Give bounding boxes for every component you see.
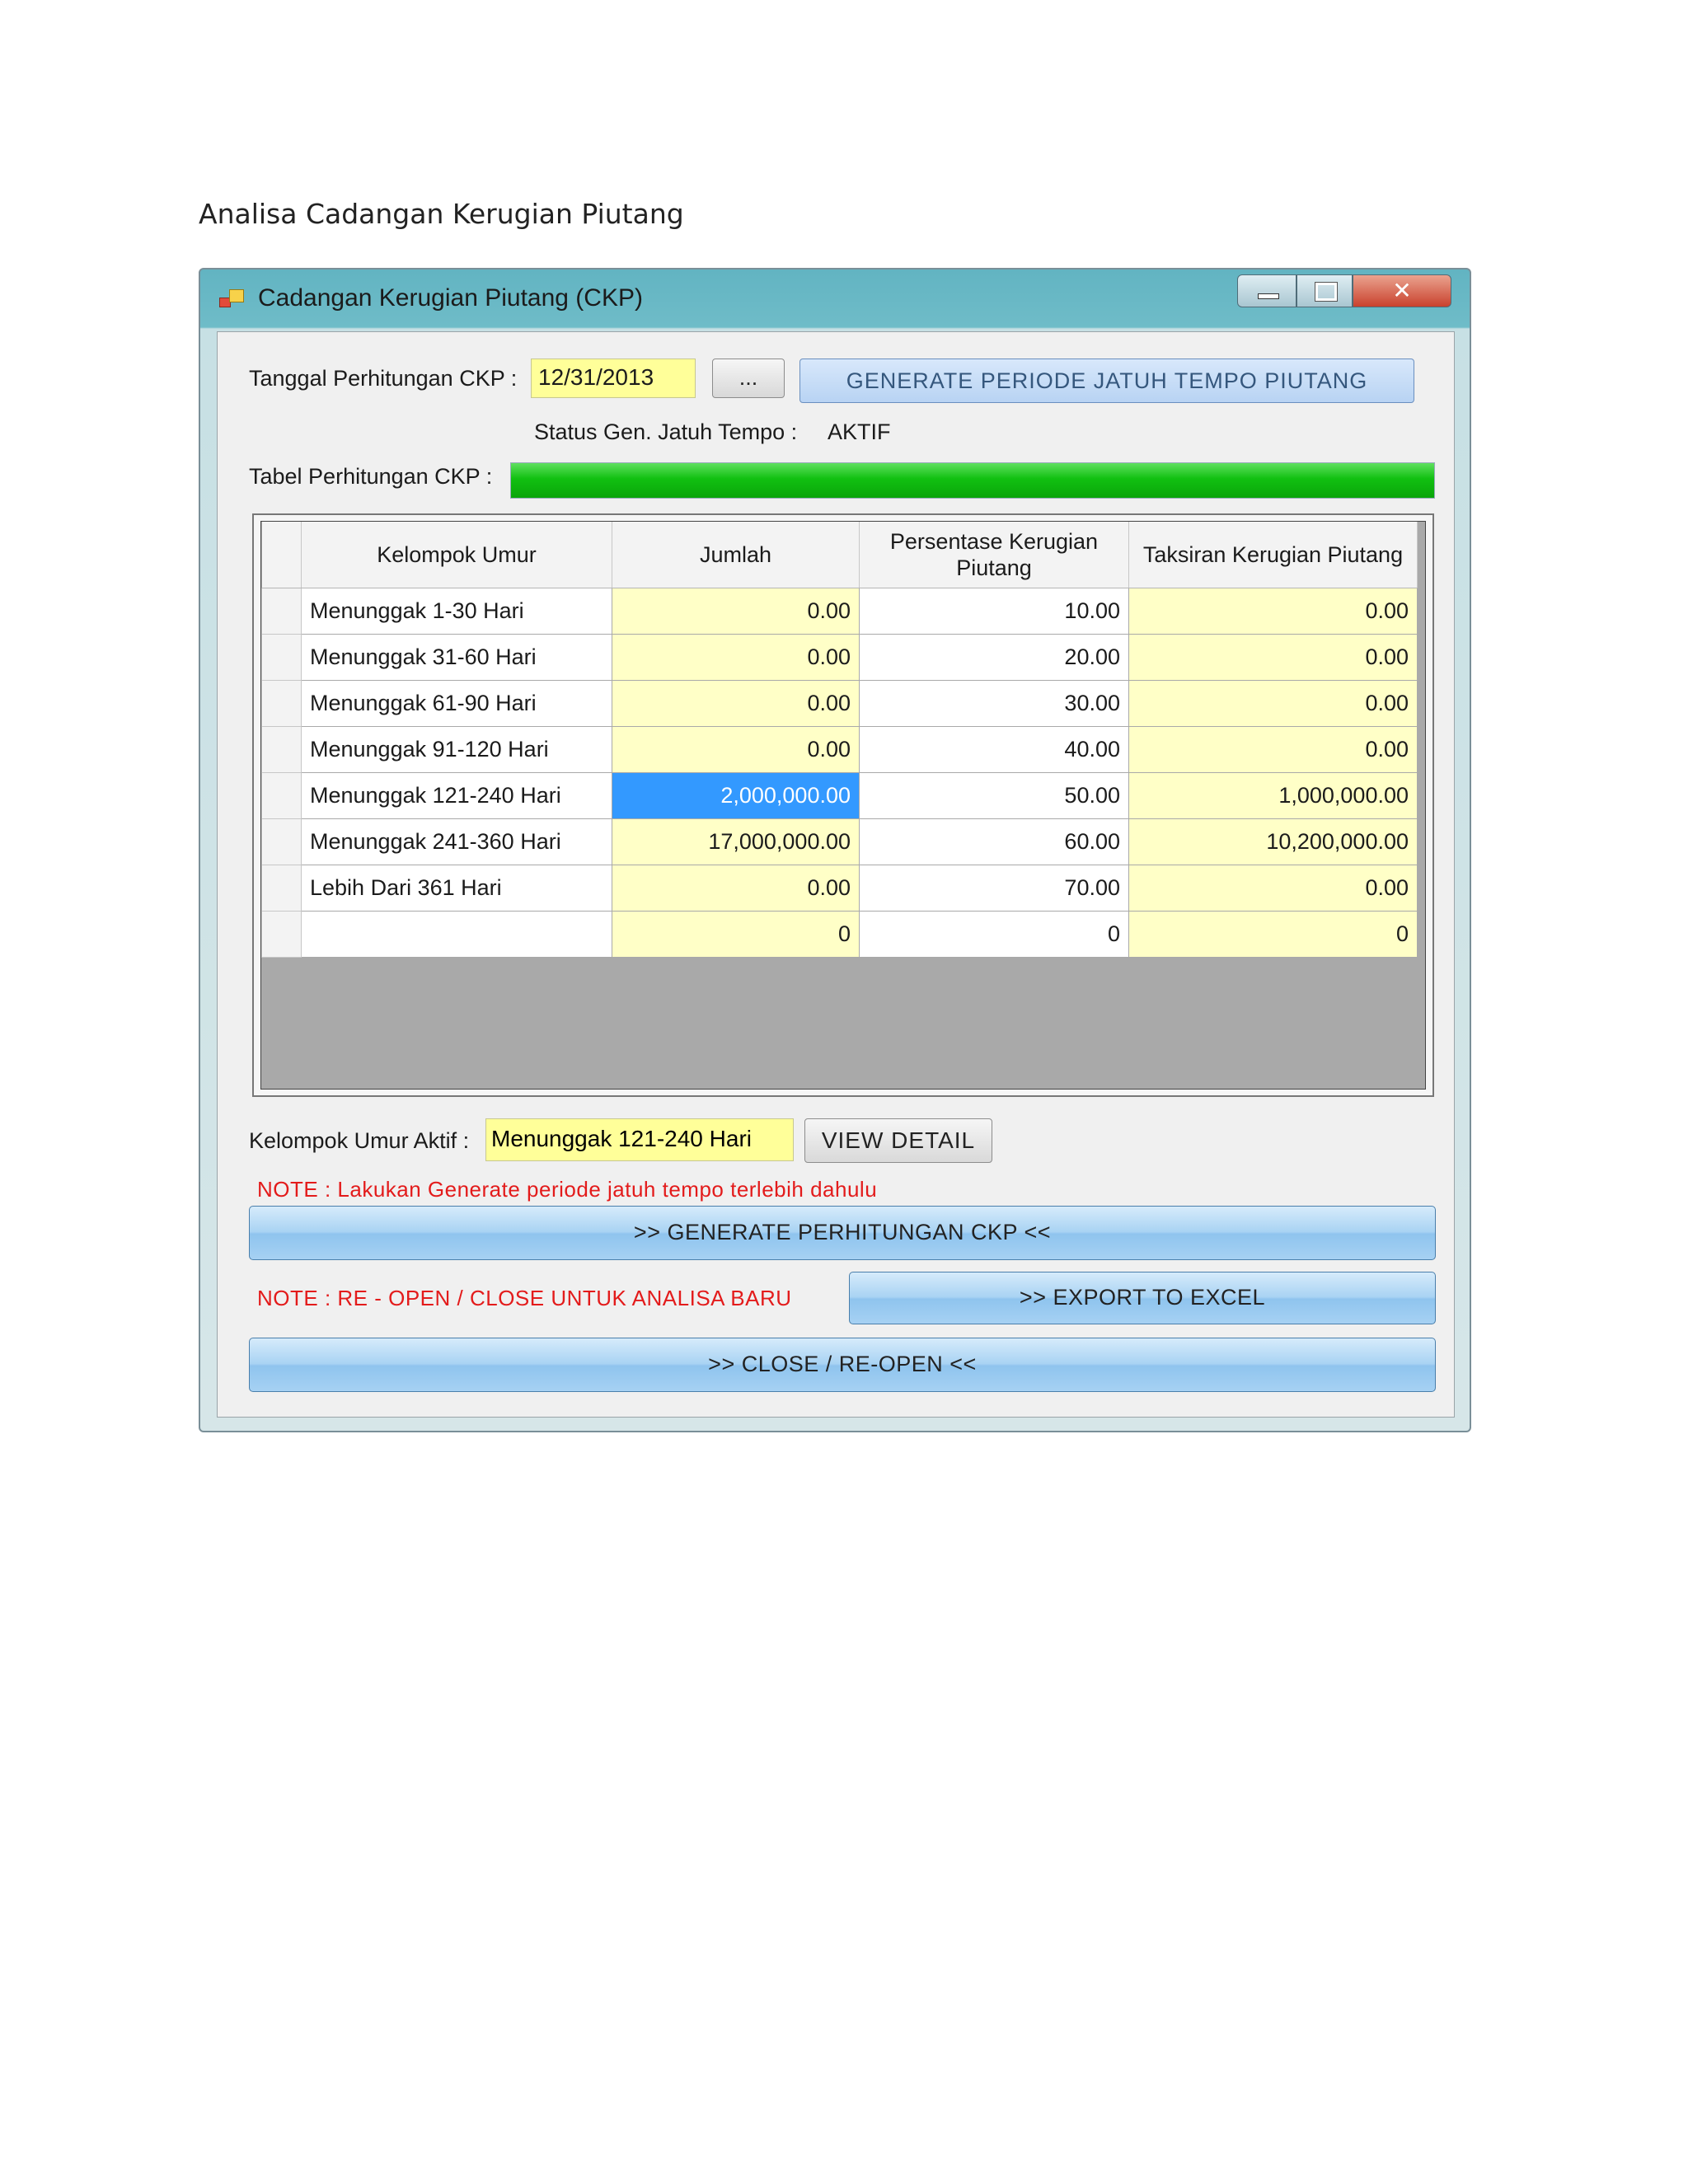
taksiran-cell[interactable]: 0.00 [1129,865,1418,912]
persen-cell[interactable]: 30.00 [860,681,1129,727]
window-title: Cadangan Kerugian Piutang (CKP) [258,284,643,312]
row-header[interactable] [262,681,302,727]
jumlah-cell[interactable]: 0.00 [612,588,860,635]
persen-cell[interactable]: 50.00 [860,773,1129,819]
kelompok-cell[interactable]: Menunggak 1-30 Hari [302,588,612,635]
column-header-jumlah[interactable]: Jumlah [612,522,860,588]
jumlah-cell-selected[interactable]: 2,000,000.00 [612,773,860,819]
note-generate-first: NOTE : Lakukan Generate periode jatuh tempo terlebih dahulu [257,1177,878,1202]
kelompok-cell[interactable]: Menunggak 241-360 Hari [302,819,612,865]
close-window-button[interactable] [1353,274,1451,307]
jumlah-cell[interactable]: 17,000,000.00 [612,819,860,865]
minimize-button[interactable] [1237,274,1296,307]
active-group-field[interactable]: Menunggak 121-240 Hari [485,1118,794,1161]
table-row[interactable] [262,727,1418,773]
date-browse-button[interactable]: ... [712,359,785,398]
maximize-icon [1315,283,1337,301]
persen-cell[interactable]: 60.00 [860,819,1129,865]
jumlah-cell[interactable]: 0.00 [612,727,860,773]
progress-bar [510,462,1435,499]
date-field[interactable]: 12/31/2013 [531,359,696,398]
jumlah-cell[interactable]: 0.00 [612,681,860,727]
ckp-grid [261,522,1418,958]
generate-ckp-button[interactable]: >> GENERATE PERHITUNGAN CKP << [249,1206,1436,1260]
table-row[interactable] [262,865,1418,912]
jumlah-cell[interactable]: 0.00 [612,635,860,681]
taksiran-cell[interactable]: 0.00 [1129,635,1418,681]
kelompok-cell[interactable]: Menunggak 61-90 Hari [302,681,612,727]
jumlah-cell[interactable]: 0.00 [612,865,860,912]
persen-cell[interactable]: 0 [860,912,1129,958]
jumlah-cell[interactable]: 0 [612,912,860,958]
ckp-table-frame [252,513,1434,1097]
taksiran-cell[interactable]: 0.00 [1129,727,1418,773]
persen-cell[interactable]: 10.00 [860,588,1129,635]
kelompok-cell[interactable]: Menunggak 31-60 Hari [302,635,612,681]
generate-period-button[interactable]: GENERATE PERIODE JATUH TEMPO PIUTANG [799,359,1414,403]
progress-fill [511,463,1434,498]
table-row[interactable] [262,773,1418,819]
document-heading: Analisa Cadangan Kerugian Piutang [199,198,684,230]
active-group-label: Kelompok Umur Aktif : [249,1128,470,1153]
row-header[interactable] [262,912,302,958]
taksiran-cell[interactable]: 0.00 [1129,681,1418,727]
app-icon [219,289,244,309]
status-value: AKTIF [828,419,891,444]
taksiran-cell[interactable]: 0 [1129,912,1418,958]
row-header[interactable] [262,865,302,912]
date-label: Tanggal Perhitungan CKP : [249,366,518,391]
persen-cell[interactable]: 20.00 [860,635,1129,681]
table-row[interactable] [262,819,1418,865]
kelompok-cell[interactable]: Menunggak 91-120 Hari [302,727,612,773]
taksiran-cell[interactable]: 1,000,000.00 [1129,773,1418,819]
export-excel-button[interactable]: >> EXPORT TO EXCEL [849,1272,1436,1324]
kelompok-cell[interactable]: Lebih Dari 361 Hari [302,865,612,912]
table-row-new[interactable] [262,912,1418,958]
row-header[interactable] [262,635,302,681]
taksiran-cell[interactable]: 10,200,000.00 [1129,819,1418,865]
minimize-icon [1258,293,1279,299]
close-reopen-button[interactable]: >> CLOSE / RE-OPEN << [249,1338,1436,1392]
row-header[interactable] [262,727,302,773]
ckp-table[interactable] [260,521,1426,1090]
row-header[interactable] [262,773,302,819]
column-header-taksiran[interactable]: Taksiran Kerugian Piutang [1129,522,1418,588]
row-header-corner [262,522,302,588]
column-header-persentase[interactable]: Persentase Kerugian Piutang [860,522,1129,588]
table-label: Tabel Perhitungan CKP : [249,464,493,489]
table-header-row [262,522,1418,588]
ckp-window [199,268,1471,1432]
kelompok-cell[interactable] [302,912,612,958]
persen-cell[interactable]: 70.00 [860,865,1129,912]
title-bar[interactable] [200,269,1470,327]
maximize-button[interactable] [1296,274,1353,307]
taksiran-cell[interactable]: 0.00 [1129,588,1418,635]
kelompok-cell[interactable]: Menunggak 121-240 Hari [302,773,612,819]
column-header-kelompok[interactable]: Kelompok Umur [302,522,612,588]
form-body [217,331,1455,1418]
status-label: Status Gen. Jatuh Tempo : [534,419,798,444]
close-icon: ✕ [1392,277,1412,304]
view-detail-button[interactable]: VIEW DETAIL [804,1118,992,1163]
persen-cell[interactable]: 40.00 [860,727,1129,773]
note-reopen-close: NOTE : RE - OPEN / CLOSE UNTUK ANALISA BARU [257,1286,792,1310]
table-row[interactable] [262,681,1418,727]
row-header[interactable] [262,588,302,635]
row-header[interactable] [262,819,302,865]
table-row[interactable] [262,588,1418,635]
table-row[interactable] [262,635,1418,681]
